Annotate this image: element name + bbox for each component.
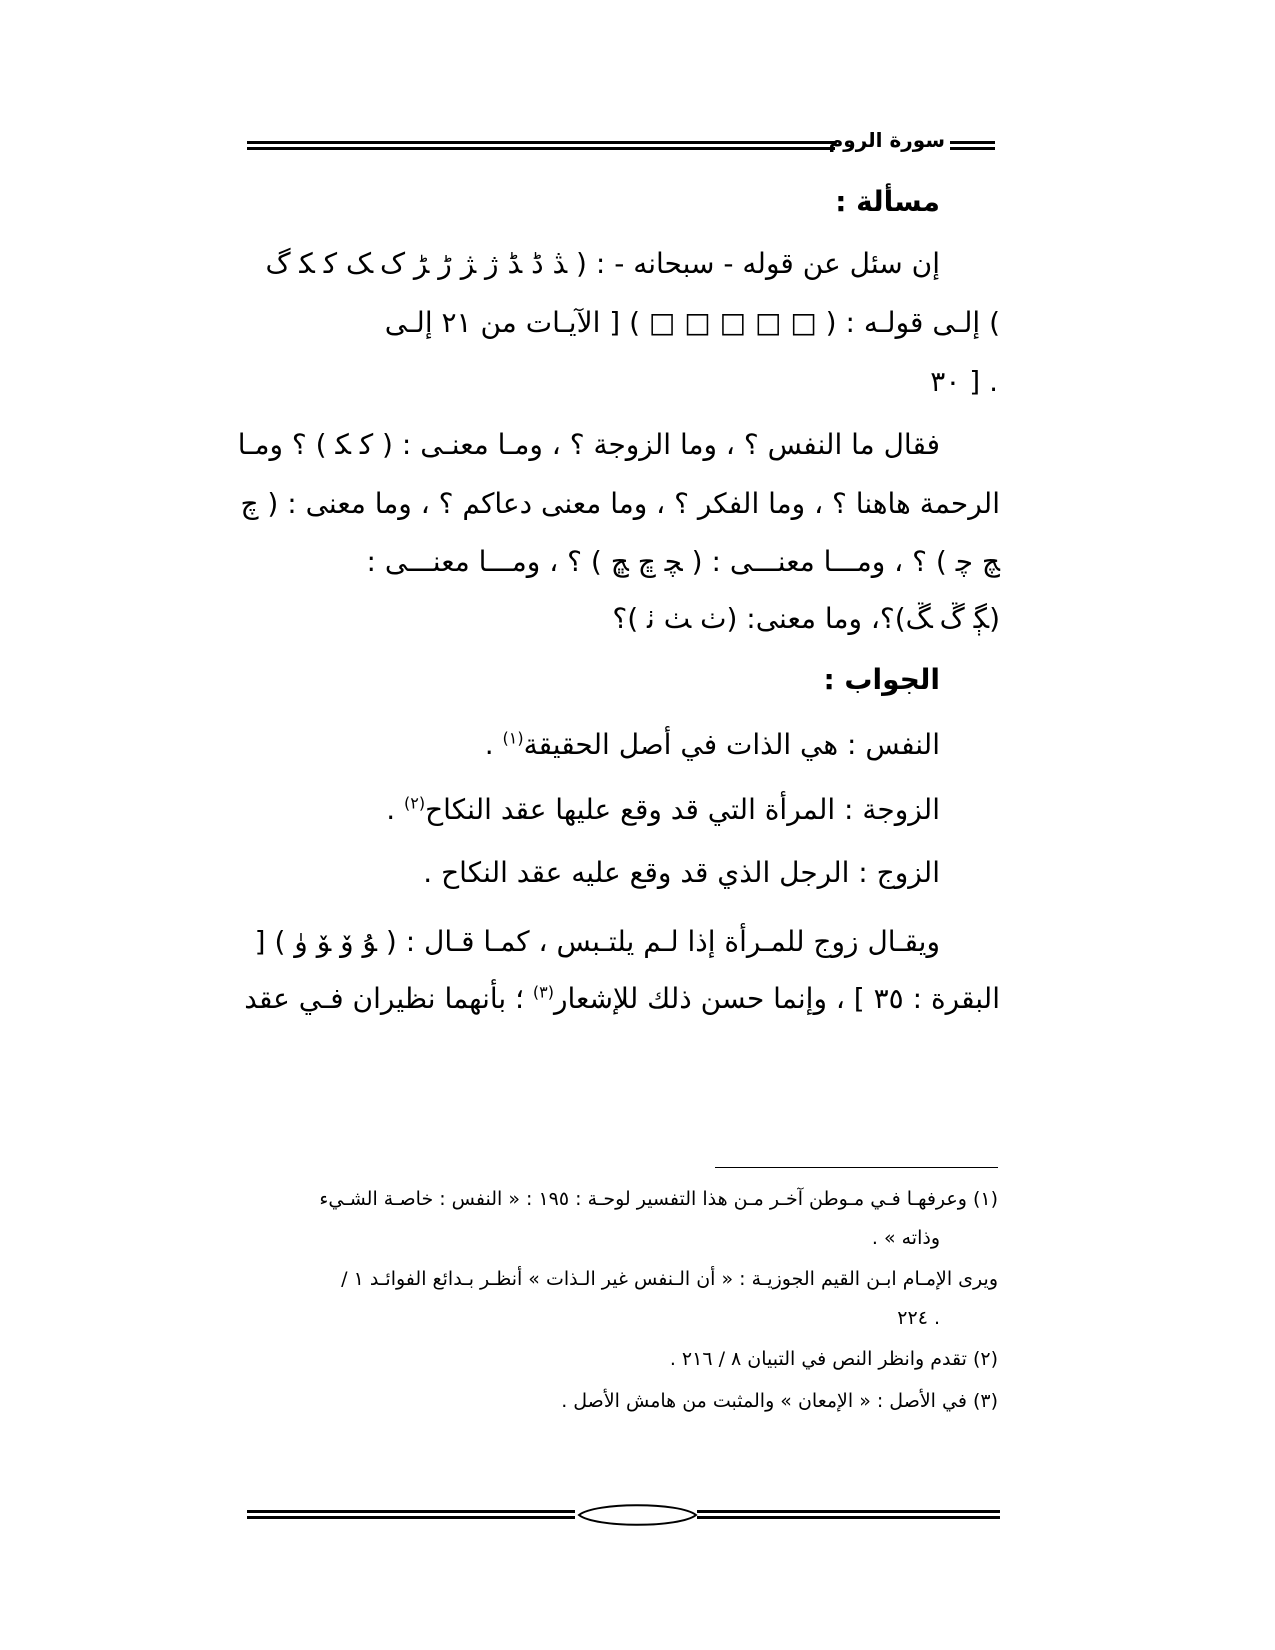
answer-zawj: الزوج : الرجل الذي قد وقع عليه عقد النكاح . — [423, 856, 940, 889]
question-heading: مسألة : — [835, 185, 940, 218]
header-rule — [247, 141, 835, 150]
answer-nafs-text: النفس : هي الذات في أصل الحقيقة — [523, 728, 940, 761]
answer-line-5-start: البقرة : ٣٥ ] ، وإنما حسن ذلك للإشعار — [554, 982, 1000, 1015]
footnote-ref-1: (١) — [502, 728, 524, 748]
footer-rule-right — [697, 1510, 1000, 1519]
footnote-2: (٢) تقدم وانظر النص في التبيان ٨ / ٢١٦ . — [669, 1348, 998, 1370]
footer-rule-left — [247, 1510, 575, 1519]
footnote-ref-2: (٢) — [404, 793, 426, 813]
answer-zawja — [386, 793, 940, 827]
page-number-frame-icon — [575, 1501, 700, 1529]
question-line-6: ﭻ ﭼ ) ؟ ، ومـــا معنـــى : ( ﭽ ﭾ ﭿ ) ؟ ، ومـــا معنـــى : — [366, 545, 1000, 578]
footnote-1-line-1: (١) وعرفهـا فـي مـوطن آخـر مـن هذا التفسير لوحـة : ١٩٥ : « النفس : خاصـة الشـيء — [319, 1188, 998, 1210]
footnote-ref-3: (٣) — [532, 982, 554, 1002]
answer-nafs-period: . — [484, 728, 494, 761]
footnote-1-line-2: وذاته » . — [871, 1227, 940, 1249]
footnote-3: (٣) في الأصل : « الإمعان » والمثبت من هامش الأصل . — [561, 1390, 998, 1412]
question-line-3: . [ ٣٠ — [930, 365, 998, 398]
question-line-1: إن سئل عن قوله - سبحانه - : ( ﮇ ﮈ ﮉ ﮊ ﮋ ﮌ ﮍ ﮎ ﮏ ﮐ ﮑ ﮒ — [265, 247, 940, 280]
answer-zawja-text: الزوجة : المرأة التي قد وقع عليها عقد النكاح — [425, 793, 940, 826]
answer-zawja-period: . — [386, 793, 396, 826]
answer-nafs — [485, 728, 940, 762]
footnote-1-line-3: ويرى الإمـام ابـن القيم الجوزيـة : « أن الـنفس غير الـذات » أنظـر بـدائع الفوائـد ١ / — [341, 1268, 998, 1290]
answer-line-5 — [244, 982, 1000, 1016]
header-rule-short — [950, 141, 995, 150]
question-line-5: الرحمة هاهنا ؟ ، وما الفكر ؟ ، وما معنى دعاكم ؟ ، وما معنى : ( ﭺ — [240, 487, 1000, 520]
question-line-4: فقال ما النفس ؟ ، وما الزوجة ؟ ، ومـا معنـى : ( ﮐ ﮑ ) ؟ ومـا — [237, 428, 940, 461]
answer-line-5-end: ؛ بأنهما نظيران فـي عقد — [244, 982, 533, 1015]
footnote-1-line-4: . ٢٢٤ — [897, 1307, 940, 1329]
question-line-7: (ﮙ ﮚ ﮛ)؟، وما معنى: (ﭞ ﭟ ﭠ )؟ — [612, 602, 1000, 635]
answer-line-4: ويقـال زوج للمـرأة إذا لـم يلتـبس ، كمـا قـال : ( ﯘ ﯙ ﯚ ﯛ ) [ — [254, 925, 940, 958]
running-title: سورة الروم — [828, 128, 945, 152]
footnote-separator — [715, 1167, 998, 1168]
answer-heading: الجواب : — [823, 663, 940, 696]
question-line-2: ) إلـى قولـه : ( □ □ □ □ □ ) [ الآيـات من ٢١ إلـى — [384, 306, 1000, 339]
